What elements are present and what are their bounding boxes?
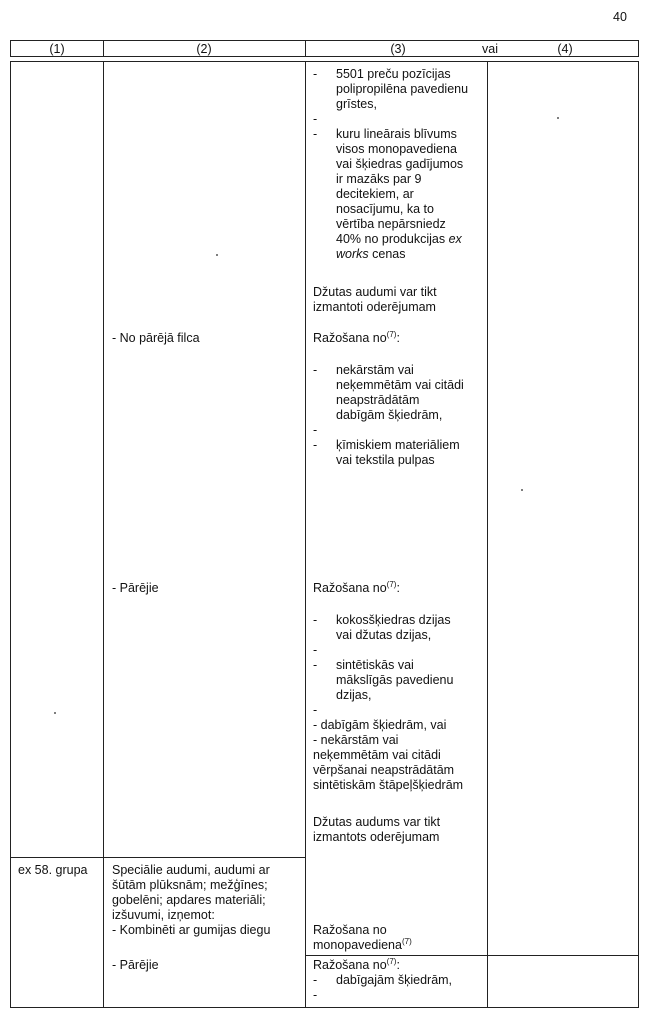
header-col1: (1) — [49, 42, 65, 56]
jute-note-2: Džutas audums var tikt izmantots oderējumam — [313, 815, 441, 844]
body-vline-4 — [487, 61, 488, 1008]
list-dash: - — [313, 423, 318, 437]
header-col2: (2) — [196, 42, 212, 56]
list-dash: - — [313, 613, 318, 627]
felt-item-chemical: ķīmiskiem materiāliem vai tekstila pulpas — [336, 438, 460, 467]
others-production-from: Ražošana $no^{(7)}$: — [313, 580, 400, 595]
list-dash: - — [313, 988, 318, 1002]
others-item-coir-yarn: kokosšķiedras dzijas vai džutas dzijas, — [336, 613, 451, 642]
header-vline-3 — [305, 40, 306, 57]
row-separator-ch58 — [10, 857, 306, 858]
jute-note-1: Džutas audumi var tikt izmantoti oderējumam — [313, 285, 437, 314]
heading-code-ex58: ex 58. grupa — [18, 863, 88, 877]
body-top-line — [10, 61, 638, 62]
list-dash: - — [313, 112, 318, 126]
list-dash: - — [313, 703, 318, 717]
list-dash: - — [313, 643, 318, 657]
body-vline-3 — [305, 61, 306, 1008]
scan-speck — [54, 712, 56, 714]
row-label-other-felt: - No pārējā filca — [112, 331, 200, 345]
body-vline-5 — [638, 61, 639, 1008]
list-dash: - — [313, 658, 318, 672]
list-dash: - — [313, 67, 318, 81]
list-dash: - — [313, 363, 318, 377]
row-label-others: - Pārējie — [112, 581, 159, 595]
header-top-line — [10, 40, 638, 41]
body-vline-2 — [103, 61, 104, 1008]
body-bottom-line — [10, 1007, 638, 1008]
header-or: vai — [482, 42, 498, 56]
others-natural-fibres-list: - dabīgām šķiedrām, vai - nekārstām vai neķemmētām vai citādi vērpšanai neapstrādātām sintētiskām štāpeļšķiedrām — [313, 718, 464, 792]
felt-production-from: Ražošana $no^{(7)}$: — [313, 330, 400, 345]
list-item-linear-density: kuru lineārais blīvums visos monopavediena vai šķiedras gadījumos ir mazāks par 9 decitekiem, ar nosacījumu, ka to vērtība nepārsniedz 40% no produkcijas ex works cenas — [336, 127, 464, 261]
list-dash: - — [313, 127, 318, 141]
header-vline-4 — [638, 40, 639, 57]
page-number: 40 — [613, 10, 627, 24]
list-dash: - — [313, 973, 318, 987]
row-separator-others — [305, 955, 638, 956]
header-col4: (4) — [557, 42, 573, 56]
list-item-5501: 5501 preču pozīcijas polipropilēna pavedienu grīstes, — [336, 67, 469, 111]
ch58-others-production-from: Ražošana $no^{(7)}$: — [313, 957, 400, 972]
scan-speck — [521, 489, 523, 491]
list-dash: - — [313, 438, 318, 452]
felt-item-natural-fibres: nekārstām vai neķemmētām vai citādi neapstrādātām dabīgām šķiedrām, — [336, 363, 464, 422]
body-vline-1 — [10, 61, 11, 1008]
scan-speck — [216, 254, 218, 256]
ch58-others-item-natural: dabīgajām šķiedrām, — [336, 973, 453, 987]
header-bottom-line — [10, 56, 638, 57]
header-col3: (3) — [390, 42, 406, 56]
others-item-synthetic-yarn: sintētiskās vai mākslīgās pavedienu dzijas, — [336, 658, 454, 702]
scan-speck — [557, 117, 559, 119]
row-label-ch58-others: - Pārējie — [112, 958, 159, 972]
rubber-production-rule: Ražošana no monopavediena$^{(7)}$ — [313, 923, 412, 952]
ch58-description: Speciālie audumi, audumi ar šūtām plūksnām; mežģīnes; gobelēni; apdares materiāli; izšuvumi, izņemot: - Kombinēti ar gumijas diegu — [112, 863, 271, 937]
